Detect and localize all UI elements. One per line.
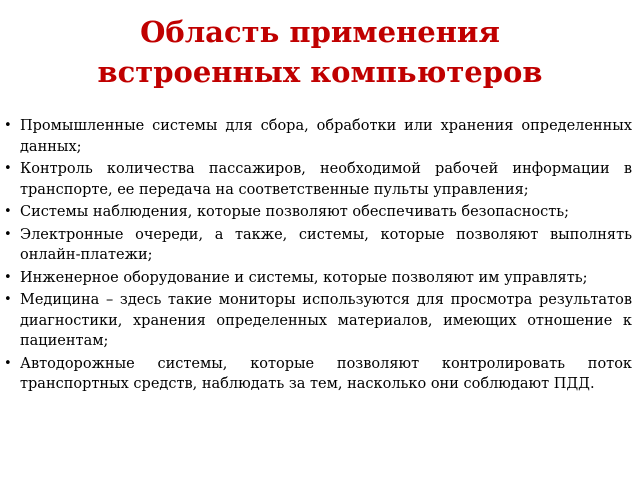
bullet-text: Медицина – здесь такие мониторы используются для просмотра результатов диагностики, хранения определенных материалов, имеющих отношение к пациентам; bbox=[20, 292, 632, 349]
bullet-item-road-systems bbox=[4, 354, 632, 395]
slide-title bbox=[20, 12, 620, 92]
bullet-icon: • bbox=[4, 292, 12, 307]
bullet-icon: • bbox=[4, 204, 12, 219]
bullet-icon: • bbox=[4, 161, 12, 176]
slide-title-line-1: Область применения bbox=[140, 15, 500, 49]
bullet-text: Контроль количества пассажиров, необходимой рабочей информации в транспорте, ее передача на соответственные пульты управления; bbox=[20, 161, 632, 198]
bullet-item-electronic-queues bbox=[4, 225, 632, 266]
bullet-item-industrial bbox=[4, 116, 632, 157]
bullet-text: Электронные очереди, а также, системы, которые позволяют выполнять онлайн-платежи; bbox=[20, 226, 632, 263]
bullet-icon: • bbox=[4, 118, 12, 133]
bullet-item-medicine bbox=[4, 290, 632, 352]
bullet-icon: • bbox=[4, 226, 12, 242]
bullet-icon: • bbox=[4, 355, 12, 371]
bullet-text: Автодорожные системы, которые позволяют контролировать поток транспортных средств, наблюдать за тем, насколько они соблюдают ПДД. bbox=[20, 355, 632, 392]
bullet-item-surveillance bbox=[4, 202, 632, 223]
bullet-list bbox=[4, 116, 632, 397]
bullet-text: Промышленные системы для сбора, обработки или хранения определенных данных; bbox=[20, 118, 632, 155]
bullet-text: Системы наблюдения, которые позволяют обеспечивать безопасность; bbox=[20, 204, 570, 220]
bullet-icon: • bbox=[4, 269, 12, 285]
bullet-item-passenger-control bbox=[4, 159, 632, 200]
bullet-item-engineering bbox=[4, 268, 632, 289]
bullet-text: Инженерное оборудование и системы, которые позволяют им управлять; bbox=[20, 269, 588, 286]
slide-title-line-2: встроенных компьютеров bbox=[97, 55, 543, 89]
